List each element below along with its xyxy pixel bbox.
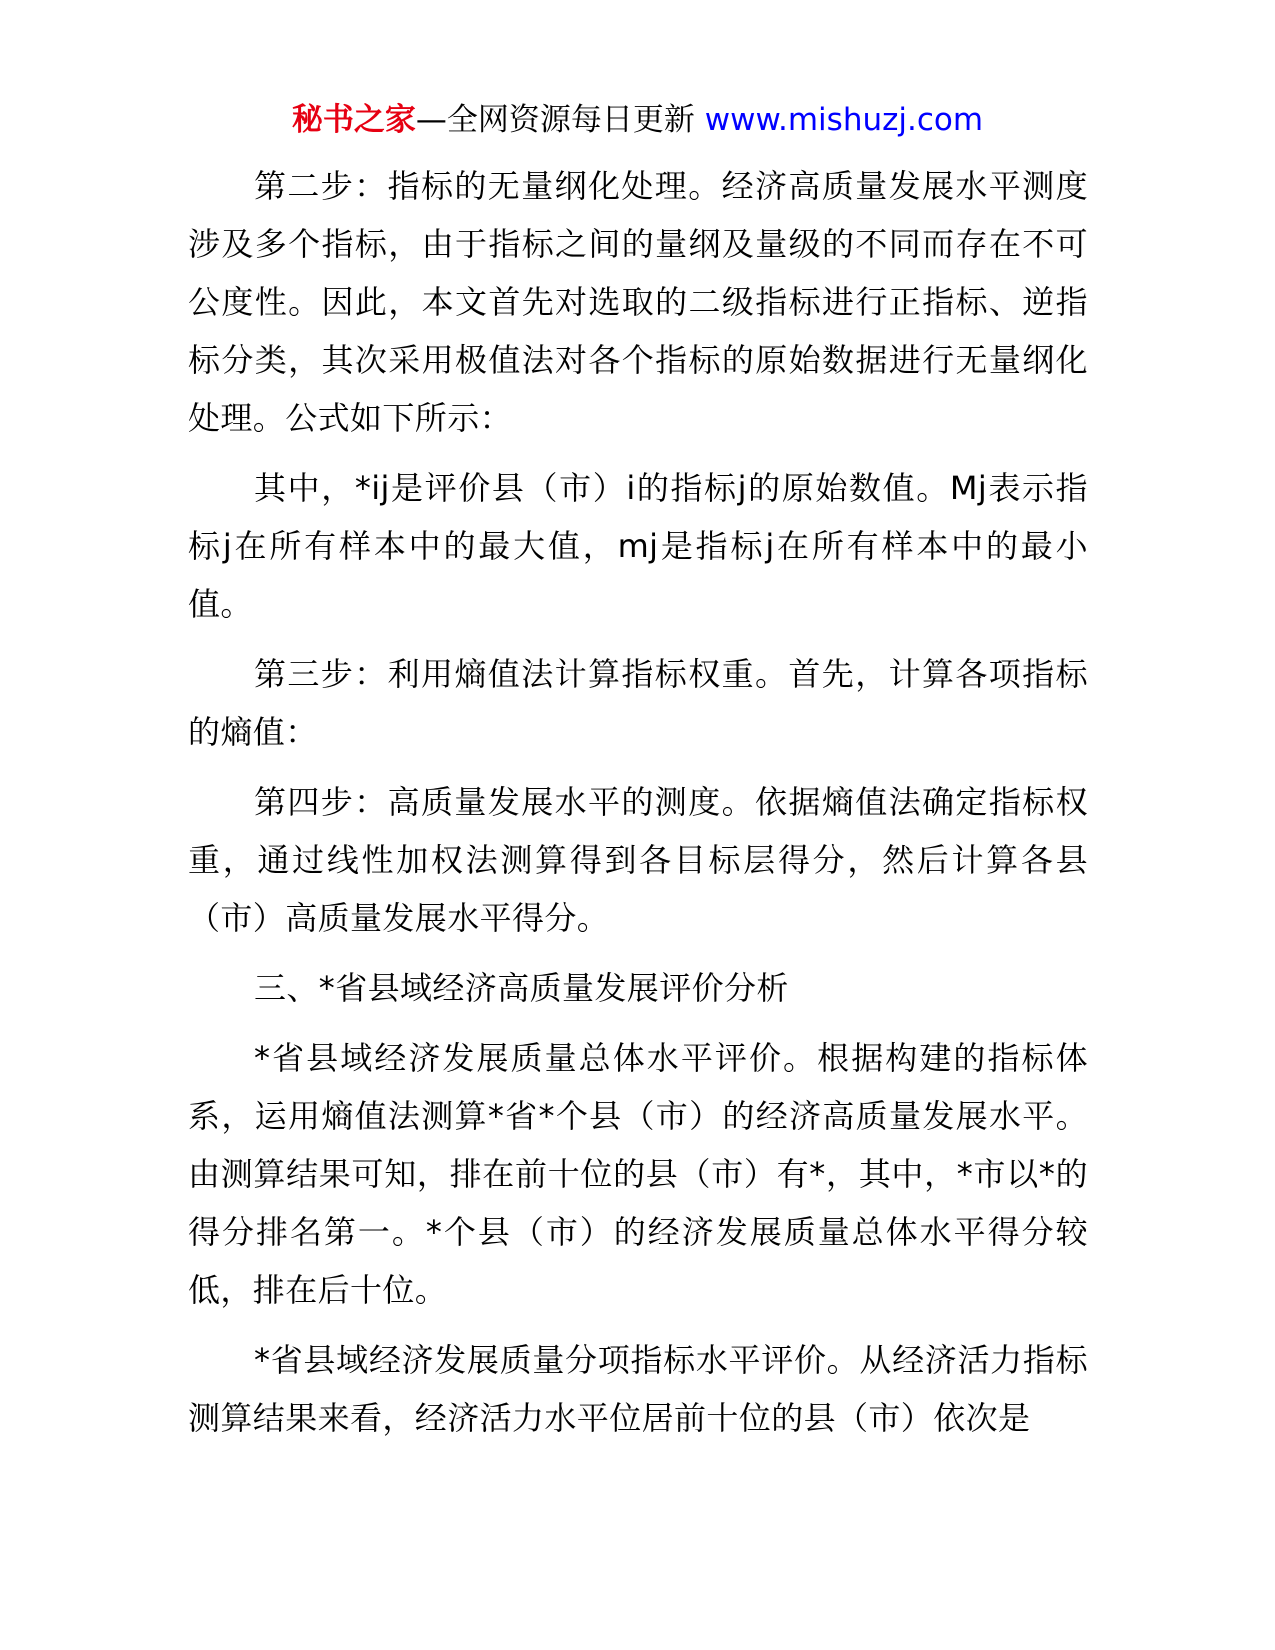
paragraph-overall-evaluation: *省县域经济发展质量总体水平评价。根据构建的指标体系，运用熵值法测算*省*个县（市）的经济高质量发展水平。由测算结果可知，排在前十位的县（市）有*，其中，*市以*的得分排名第一。*个县（市）的经济发展质量总体水平得分较低，排在后十位。 — [188, 1039, 1088, 1309]
paragraph-sub-indicator-evaluation: *省县域经济发展质量分项指标水平评价。从经济活力指标测算结果来看，经济活力水平位居前十位的县（市）依次是 — [188, 1341, 1088, 1437]
brand-name: 秘书之家 — [291, 102, 416, 138]
website-link[interactable]: www.mishuzj.com — [704, 102, 984, 138]
paragraph-step-four: 第四步：高质量发展水平的测度。依据熵值法确定指标权重，通过线性加权法测算得到各目标层得分，然后计算各县（市）高质量发展水平得分。 — [188, 783, 1088, 937]
paragraph-variable-definitions: 其中，*ij是评价县（市）i的指标j的原始数值。Mj表示指标j在所有样本中的最大值，mj是指标j在所有样本中的最小值。 — [188, 469, 1088, 623]
section-heading: 三、*省县域经济高质量发展评价分析 — [254, 969, 789, 1007]
header-tagline: —全网资源每日更新 — [415, 102, 695, 138]
page-header — [0, 100, 1275, 140]
document-body — [188, 157, 1088, 1459]
paragraph-step-two: 第二步：指标的无量纲化处理。经济高质量发展水平测度涉及多个指标，由于指标之间的量纲及量级的不同而存在不可公度性。因此，本文首先对选取的二级指标进行正指标、逆指标分类，其次采用极值法对各个指标的原始数据进行无量纲化处理。公式如下所示： — [188, 167, 1088, 437]
paragraph-step-three: 第三步：利用熵值法计算指标权重。首先，计算各项指标的熵值： — [188, 655, 1088, 751]
